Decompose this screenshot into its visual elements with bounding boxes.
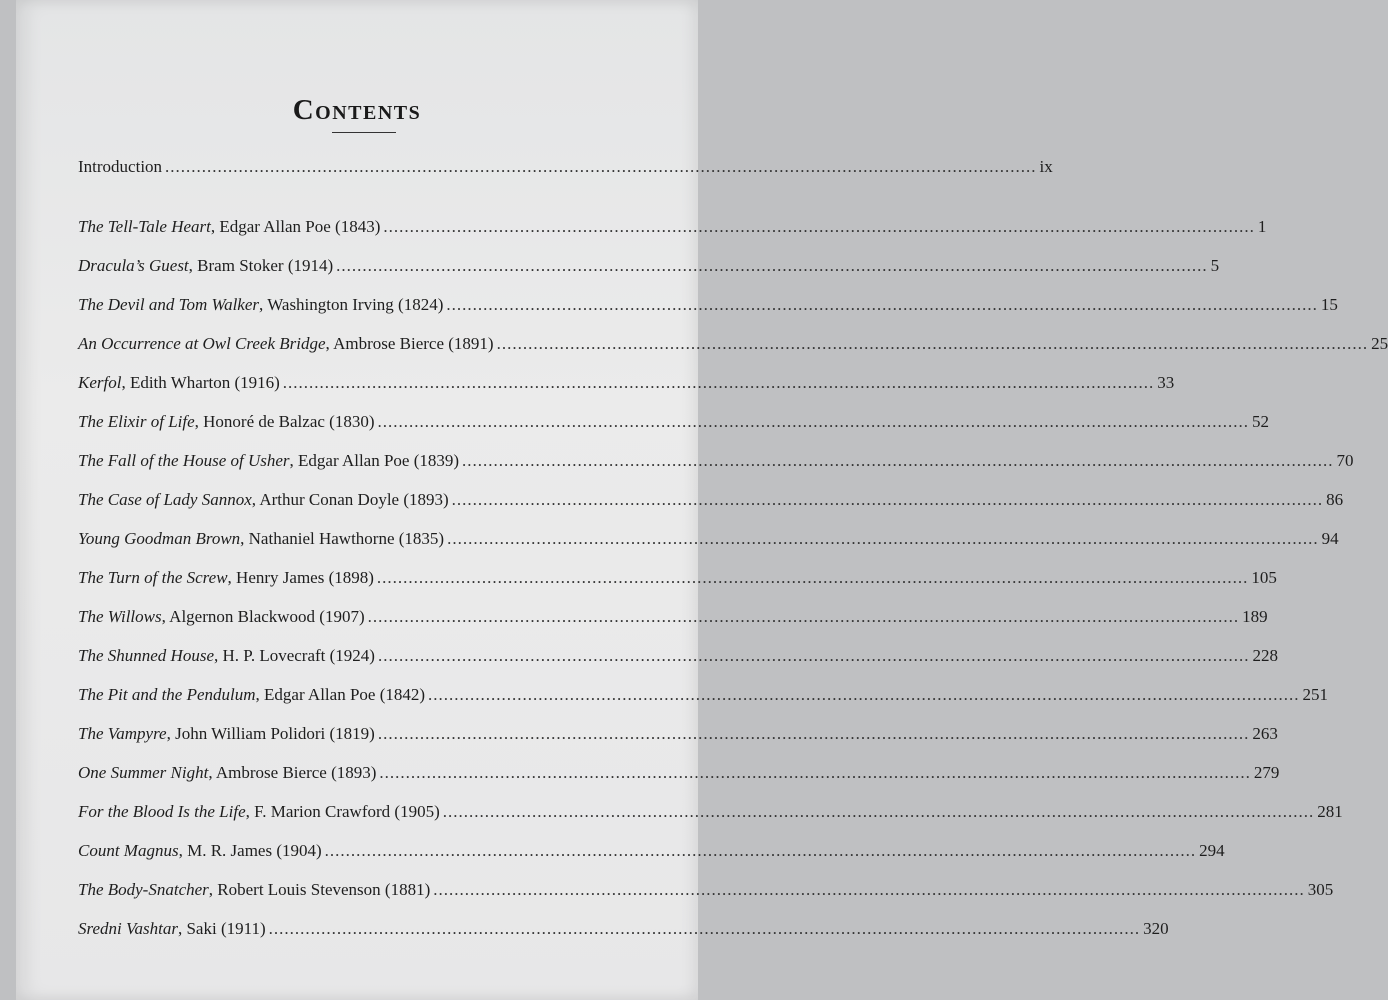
toc-entry <box>78 724 1278 744</box>
page-number: 70 <box>1336 451 1354 470</box>
leader-dots: ...................................................................................................................................................................... <box>433 880 1305 899</box>
page-number: 228 <box>1252 646 1278 665</box>
leader-dots: ...................................................................................................................................................................... <box>367 607 1240 626</box>
toc-entry <box>78 490 1344 510</box>
story-title: Kerfol <box>78 373 122 392</box>
page-number: 279 <box>1253 763 1280 782</box>
toc-entry <box>78 373 1175 393</box>
toc-entry <box>78 334 1388 354</box>
story-author: , Henry James (1898) <box>227 568 374 587</box>
toc-entry <box>78 217 1267 237</box>
story-title: The Body-Snatcher <box>78 880 209 899</box>
page-title: Contents <box>292 94 422 126</box>
story-author: , Algernon Blackwood (1907) <box>161 607 365 626</box>
story-author: , M. R. James (1904) <box>178 841 322 860</box>
story-author: , Edgar Allan Poe (1842) <box>255 685 426 704</box>
toc-entry <box>78 412 1269 432</box>
story-author: , Nathaniel Hawthorne (1835) <box>240 529 445 548</box>
story-author: , F. Marion Crawford (1905) <box>245 802 440 821</box>
leader-dots: ...................................................................................................................................................................... <box>377 412 1249 431</box>
story-title: An Occurrence at Owl Creek Bridge <box>78 334 326 353</box>
leader-dots: ...................................................................................................................................................................... <box>379 763 1251 782</box>
story-title: The Fall of the House of Usher <box>78 451 290 470</box>
story-author: , Honoré de Balzac (1830) <box>194 412 375 431</box>
story-author: , Washington Irving (1824) <box>259 295 444 314</box>
page-number: 15 <box>1320 295 1338 314</box>
toc-entry <box>78 763 1280 783</box>
leader-dots: ...................................................................................................................................................................... <box>268 919 1141 938</box>
page-number: 189 <box>1242 607 1268 626</box>
toc-entry <box>78 607 1268 627</box>
book-page <box>16 0 1388 1000</box>
story-author: , Ambrose Bierce (1891) <box>325 334 494 353</box>
page-number: 294 <box>1199 841 1225 860</box>
page-number: 1 <box>1257 217 1267 236</box>
story-author: , Ambrose Bierce (1893) <box>208 763 377 782</box>
page-number: 94 <box>1321 529 1339 548</box>
page-number: 263 <box>1252 724 1278 743</box>
story-title: The Devil and Tom Walker <box>78 295 260 314</box>
page-number: 52 <box>1252 412 1269 431</box>
leader-dots: ...................................................................................................................................................................... <box>442 802 1315 821</box>
story-title: The Shunned House <box>78 646 214 665</box>
leader-dots: ...................................................................................................................................................................... <box>324 841 1197 860</box>
story-title: Young Goodman Brown <box>78 529 241 548</box>
leader-dots: ...................................................................................................................................................................... <box>165 157 1037 176</box>
leader-dots: ...................................................................................................................................................................... <box>451 490 1324 509</box>
leader-dots: ...................................................................................................................................................................... <box>428 685 1300 704</box>
leader-dots: ...................................................................................................................................................................... <box>282 373 1155 392</box>
toc-entry <box>78 256 1220 276</box>
toc-entry-introduction <box>78 157 1053 177</box>
toc-entry <box>78 685 1329 705</box>
page-number: 251 <box>1302 685 1329 704</box>
story-author: , John William Polidori (1819) <box>166 724 375 743</box>
story-title: The Case of Lady Sannox <box>78 490 252 509</box>
story-author: , Robert Louis Stevenson (1881) <box>208 880 431 899</box>
leader-dots: ...................................................................................................................................................................... <box>496 334 1369 353</box>
story-title: Count Magnus <box>78 841 179 860</box>
story-title: The Willows <box>78 607 162 626</box>
leader-dots: ...................................................................................................................................................................... <box>462 451 1334 470</box>
leader-dots: ...................................................................................................................................................................... <box>336 256 1208 275</box>
story-title: The Pit and the Pendulum <box>78 685 256 704</box>
story-author: , Bram Stoker (1914) <box>188 256 334 275</box>
story-author: , Edgar Allan Poe (1843) <box>210 217 381 236</box>
story-author: , H. P. Lovecraft (1924) <box>213 646 375 665</box>
leader-dots: ...................................................................................................................................................................... <box>446 295 1318 314</box>
page-number: 105 <box>1251 568 1277 587</box>
story-author: , Edith Wharton (1916) <box>121 373 280 392</box>
story-title: The Elixir of Life <box>78 412 195 431</box>
page-number: ix <box>1039 157 1053 176</box>
toc-entry <box>78 880 1334 900</box>
story-title: For the Blood Is the Life <box>78 802 246 821</box>
story-title: The Vampyre <box>78 724 167 743</box>
story-title: The Tell-Tale Heart <box>78 217 211 236</box>
page-number: 281 <box>1317 802 1343 821</box>
entry-label: Introduction <box>78 157 163 176</box>
story-title: One Summer Night <box>78 763 209 782</box>
title-underline <box>332 132 396 133</box>
page-number: 5 <box>1210 256 1220 275</box>
toc-entry <box>78 646 1278 666</box>
page-number: 33 <box>1157 373 1175 392</box>
story-title: Dracula’s Guest <box>78 256 189 275</box>
leader-dots: ...................................................................................................................................................................... <box>377 646 1250 665</box>
toc-entry <box>78 451 1354 471</box>
toc-entry <box>78 802 1343 822</box>
leader-dots: ...................................................................................................................................................................... <box>377 724 1250 743</box>
page-number: 305 <box>1307 880 1334 899</box>
story-author: , Arthur Conan Doyle (1893) <box>251 490 449 509</box>
toc-entry <box>78 841 1225 861</box>
story-title: Sredni Vashtar <box>78 919 178 938</box>
page-number: 320 <box>1143 919 1169 938</box>
leader-dots: ...................................................................................................................................................................... <box>383 217 1255 236</box>
story-author: , Saki (1911) <box>177 919 266 938</box>
story-title: The Turn of the Screw <box>78 568 228 587</box>
page-number: 86 <box>1326 490 1344 509</box>
leader-dots: ...................................................................................................................................................................... <box>376 568 1249 587</box>
page-number: 25 <box>1371 334 1388 353</box>
toc-entry <box>78 919 1169 939</box>
leader-dots: ...................................................................................................................................................................... <box>447 529 1319 548</box>
story-author: , Edgar Allan Poe (1839) <box>289 451 460 470</box>
toc-entry <box>78 295 1338 315</box>
toc-entry <box>78 529 1339 549</box>
toc-entry <box>78 568 1277 588</box>
